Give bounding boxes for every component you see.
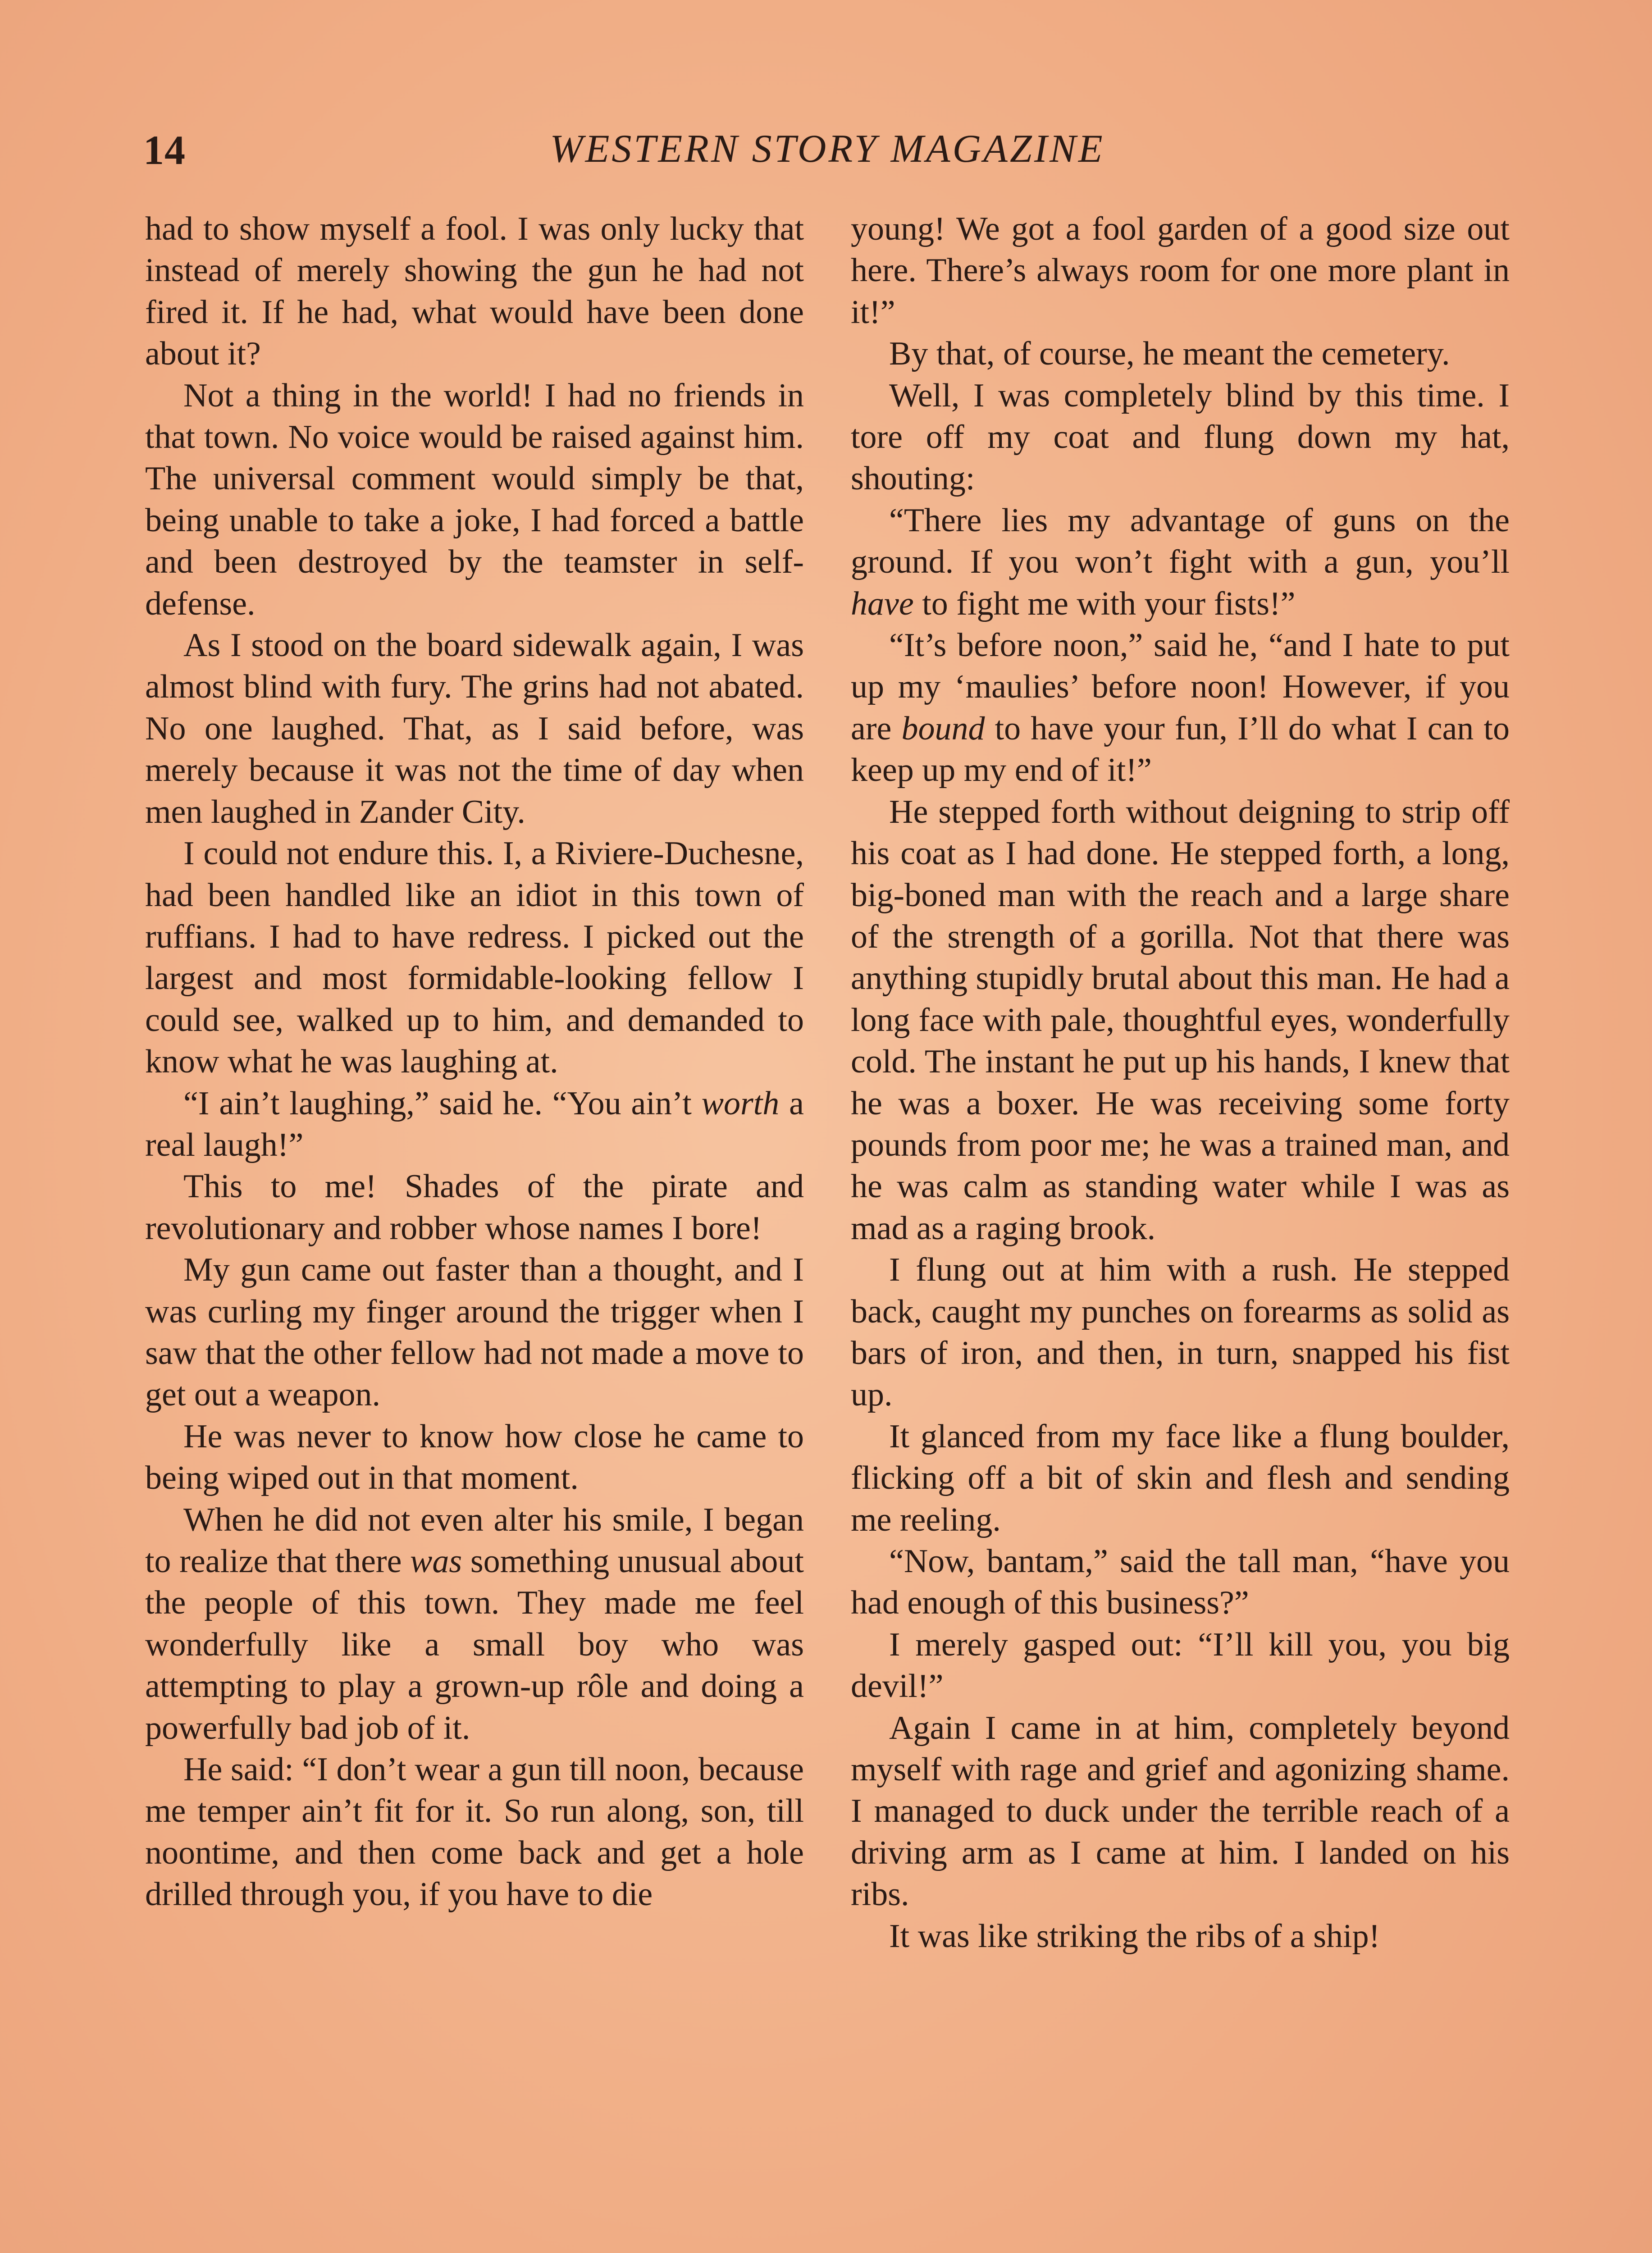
text-run: By that, of course, he meant the cemetery. xyxy=(889,335,1450,373)
text-run: I merely gasped out: “I’ll kill you, you big devil!” xyxy=(851,1626,1510,1705)
paragraph xyxy=(851,1249,1510,1416)
text-run: Well, I was completely blind by this time. I tore off my coat and flung down my hat, shouting: xyxy=(851,377,1510,497)
text-run: It was like striking the ribs of a ship! xyxy=(889,1917,1380,1955)
paragraph xyxy=(145,1083,804,1166)
text-run: “It’s before noon,” said he, “and I hate to put up my ‘maulies’ before noon! However, if you are xyxy=(851,627,1510,747)
text-run: When he did not even alter his smile, I began to realize that there xyxy=(145,1501,804,1580)
paragraph xyxy=(145,833,804,1082)
text-run: I could not endure this. I, a Riviere-Duchesne, had been handled like an idiot in this town of ruffians. I had to have redress. I picked out the largest and most formidable-looking fellow I could see, walked up to him, and demanded to know what he was laughing at. xyxy=(145,835,804,1081)
page-header xyxy=(143,126,1511,185)
text-run: young! We got a fool garden of a good size out here. There’s always room for one more plant in it!” xyxy=(851,210,1510,331)
paragraph xyxy=(145,375,804,625)
page-number: 14 xyxy=(143,127,186,173)
left-column xyxy=(145,208,804,1916)
text-run: to fight me with your fists!” xyxy=(913,585,1296,622)
text-run: It glanced from my face like a flung boulder, flicking off a bit of skin and flesh and sending me reeling. xyxy=(851,1418,1510,1538)
text-run: This to me! Shades of the pirate and revolutionary and robber whose names I bore! xyxy=(145,1168,804,1247)
text-run: had to show myself a fool. I was only lucky that instead of merely showing the gun he had not fired it. If he had, what would have been done about it? xyxy=(145,210,804,373)
text-run: “I ain’t laughing,” said he. “You ain’t xyxy=(183,1085,702,1122)
paragraph xyxy=(145,1416,804,1499)
paragraph xyxy=(851,375,1510,500)
paragraph xyxy=(851,1707,1510,1916)
paragraph xyxy=(851,1624,1510,1707)
paragraph xyxy=(851,1416,1510,1541)
running-title: WESTERN STORY MAGAZINE xyxy=(550,127,1105,171)
italic-text: was xyxy=(410,1543,462,1580)
paragraph xyxy=(145,625,804,833)
paragraph xyxy=(145,1249,804,1416)
paragraph xyxy=(145,208,804,375)
paragraph xyxy=(145,1499,804,1749)
text-run: I flung out at him with a rush. He stepped back, caught my punches on forearms as solid as bars of iron, and then, in turn, snapped his fist up. xyxy=(851,1251,1510,1414)
paragraph xyxy=(851,791,1510,1249)
text-run: “Now, bantam,” said the tall man, “have you had enough of this business?” xyxy=(851,1543,1510,1622)
paragraph xyxy=(851,625,1510,791)
text-run: to have your fun, I’ll do what I can to keep up my end of it!” xyxy=(851,710,1510,789)
text-run: a real laugh!” xyxy=(145,1085,804,1163)
text-run: “There lies my advantage of guns on the ground. If you won’t fight with a gun, you’ll xyxy=(851,502,1510,581)
paragraph xyxy=(851,1916,1510,1957)
paragraph xyxy=(851,333,1510,374)
paragraph xyxy=(145,1166,804,1249)
text-run: Not a thing in the world! I had no friends in that town. No voice would be raised against him. The universal comment would simply be that, being unable to take a joke, I had forced a battle and been destroyed by the teamster in self-defense. xyxy=(145,377,804,622)
text-run: He said: “I don’t wear a gun till noon, because me temper ain’t fit for it. So run along, son, till noontime, and then come back and get a hole drilled through you, if you have to die xyxy=(145,1751,804,1913)
text-run: Again I came in at him, completely beyond myself with rage and grief and agonizing shame. I managed to duck under the terrible reach of a driving arm as I came at him. I landed on his ribs. xyxy=(851,1709,1510,1913)
paragraph xyxy=(851,500,1510,625)
right-column xyxy=(851,208,1510,1957)
text-run: something unusual about the people of this town. They made me feel wonderfully like a small boy who was attempting to play a grown-up rôle and doing a powerfully bad job of it. xyxy=(145,1543,804,1747)
text-run: He stepped forth without deigning to strip off his coat as I had done. He stepped forth, a long, big-boned man with the reach and a large share of the strength of a gorilla. Not that there was anything stupidly brutal about this man. He had a long face with pale, thoughtful eyes, wonderfully cold. The instant he put up his hands, I knew that he was a boxer. He was receiving some forty pounds from poor me; he was a trained man, and he was calm as standing water while I was as mad as a raging brook. xyxy=(851,793,1510,1247)
italic-text: have xyxy=(851,585,914,622)
italic-text: bound xyxy=(901,710,985,747)
italic-text: worth xyxy=(701,1085,780,1122)
text-run: He was never to know how close he came to being wiped out in that moment. xyxy=(145,1418,804,1497)
paragraph xyxy=(145,1749,804,1916)
paragraph xyxy=(851,1541,1510,1624)
text-run: My gun came out faster than a thought, and I was curling my finger around the trigger when I saw that the other fellow had not made a move to get out a weapon. xyxy=(145,1251,804,1414)
text-run: As I stood on the board sidewalk again, I was almost blind with fury. The grins had not abated. No one laughed. That, as I said before, was merely because it was not the time of day when men laughed in Zander City. xyxy=(145,627,804,830)
paragraph xyxy=(851,208,1510,333)
